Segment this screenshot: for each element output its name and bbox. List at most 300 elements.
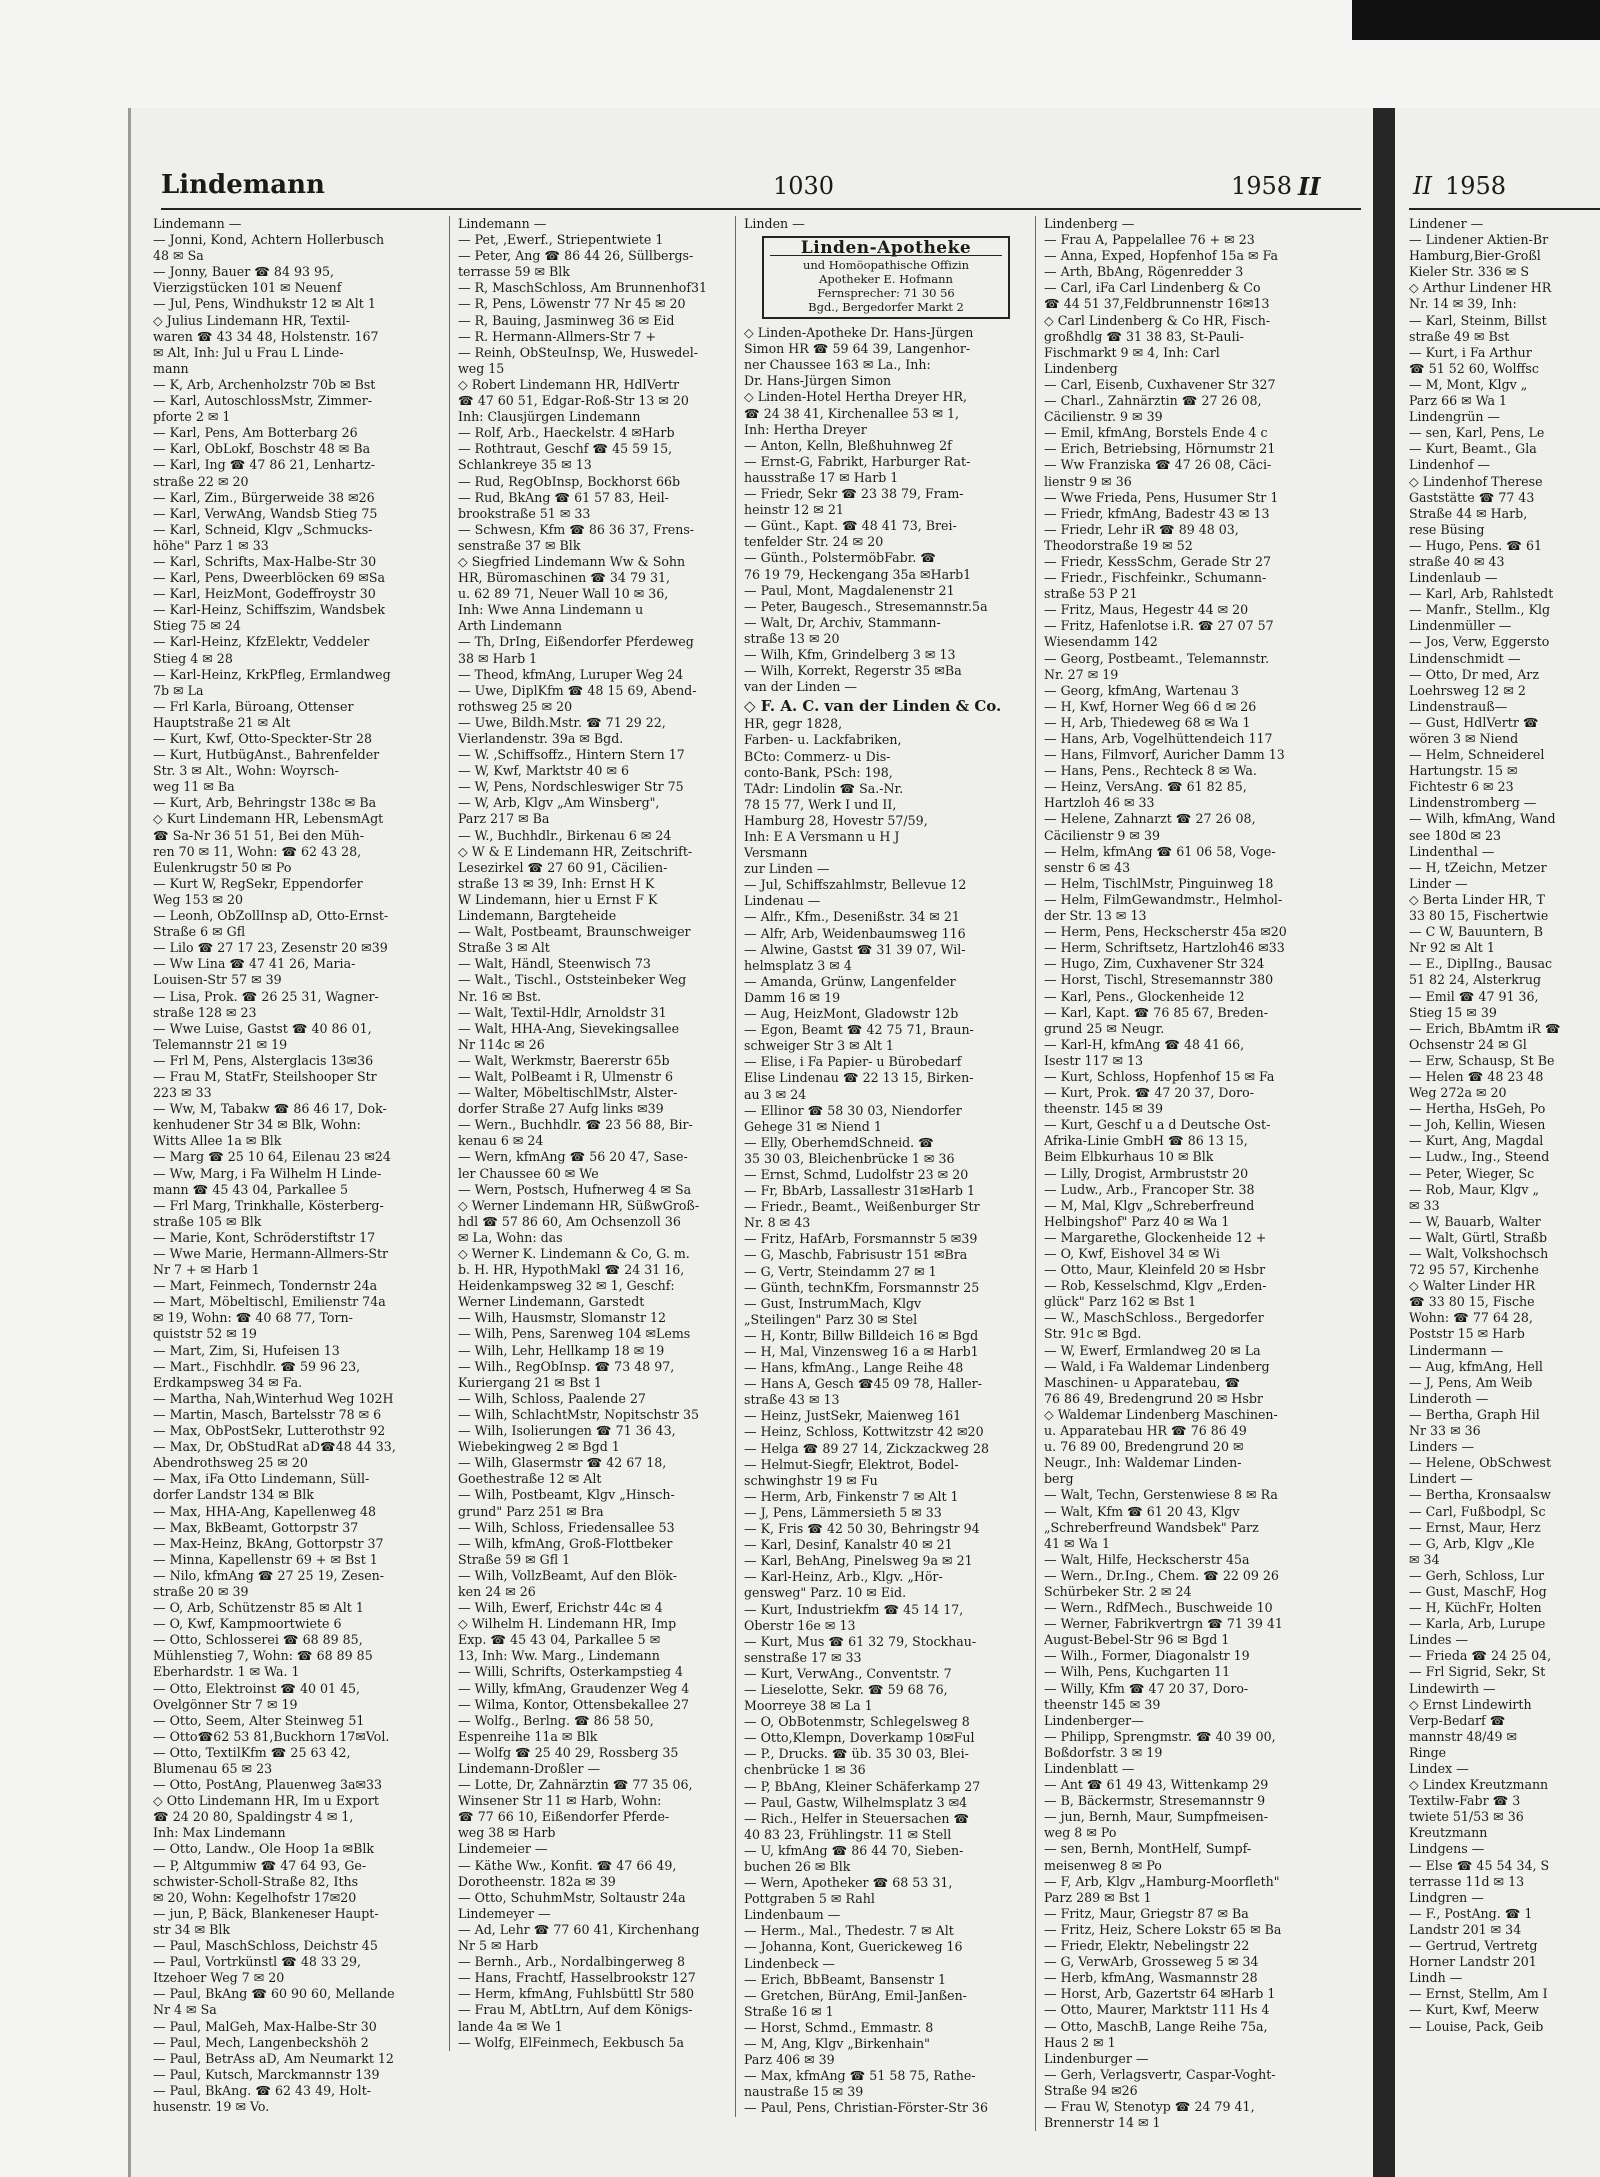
directory-entry: — Paul, BetrAss aD, Am Neumarkt 12	[153, 2050, 394, 2066]
directory-entry: dorfer Straße 27 Aufg links ✉39	[458, 1101, 664, 1117]
directory-entry: — Hans, Arb, Vogelhüttendeich 117	[1044, 731, 1273, 746]
directory-entry: — Otto, PostAng, Plauenweg 3a✉33	[153, 1777, 383, 1793]
directory-entry: — J, Pens, Am Weib	[1409, 1374, 1533, 1390]
directory-entry: pforte 2 ✉ 1	[153, 409, 231, 425]
directory-entry: — Wern, kfmAng ☎ 56 20 47, Sase-	[458, 1149, 688, 1165]
directory-entry: Goethestraße 12 ✉ Alt	[458, 1471, 602, 1487]
directory-entry: Straße 16 ✉ 1	[744, 2003, 834, 2019]
directory-entry: Heidenkampsweg 32 ✉ 1, Geschf:	[458, 1278, 675, 1294]
directory-entry: — Heinz, Schloss, Kottwitzstr 42 ✉20	[744, 1424, 984, 1440]
directory-entry: ◇ Linden-Hotel Hertha Dreyer HR,	[744, 389, 967, 405]
directory-entry: — Max, HHA-Ang, Kapellenweg 48	[153, 1503, 377, 1519]
directory-entry: — W, Arb, Klgv „Am Winsberg",	[458, 795, 660, 811]
directory-entry: Straße 3 ✉ Alt	[458, 940, 550, 956]
directory-entry: — Paul, BkAng. ☎ 62 43 49, Holt-	[153, 2082, 372, 2098]
directory-entry: naustraße 15 ✉ 39	[744, 2084, 864, 2100]
directory-entry: — M, Ang, Klgv „Birkenhain"	[744, 2036, 930, 2052]
directory-entry: Mühlenstieg 7, Wohn: ☎ 68 89 85	[153, 1648, 373, 1664]
directory-entry: — O, Kwf, Eishovel 34 ✉ Wi	[1044, 1246, 1220, 1261]
directory-entry: — Karl, Pens, Am Botterbarg 26	[153, 425, 358, 441]
directory-entry: — Jonni, Kond, Achtern Hollerbusch	[153, 232, 385, 248]
directory-entry: — Wilh, Korrekt, Regerstr 35 ✉Ba	[744, 663, 962, 679]
directory-entry: Lindenstromberg —	[1409, 795, 1537, 811]
directory-entry: — Walt, PolBeamt i R, Ulmenstr 6	[458, 1068, 674, 1084]
directory-entry: — Friedr, Elektr, Nebelingstr 22	[1044, 1938, 1250, 1954]
directory-entry: — Wern., Dr.Ing., Chem. ☎ 22 09 26	[1044, 1567, 1279, 1583]
directory-entry: — H, Kwf, Horner Weg 66 d ✉ 26	[1044, 698, 1257, 714]
right-running-head-year: 1958	[1445, 172, 1507, 200]
directory-entry: Lindengrün —	[1409, 409, 1501, 425]
directory-entry: — H, Arb, Thiedeweg 68 ✉ Wa 1	[1044, 714, 1251, 730]
directory-entry: — Horst, Schmd., Emmastr. 8	[744, 2019, 934, 2035]
directory-entry: — Karl, HeizMont, Godeffroystr 30	[153, 586, 376, 602]
directory-entry: straße 43 ✉ 13	[744, 1392, 840, 1408]
directory-entry: — W, Ewerf, Ermlandweg 20 ✉ La	[1044, 1342, 1261, 1358]
directory-entry: — Willy, kfmAng, Graudenzer Weg 4	[458, 1680, 690, 1696]
directory-entry: — Kurt, Prok. ☎ 47 20 37, Doro-	[1044, 1085, 1254, 1101]
directory-entry: — Gerh, Schloss, Lur	[1409, 1567, 1545, 1583]
directory-entry: ◇ Otto Lindemann HR, Im u Export	[153, 1793, 379, 1809]
directory-entry: Lindenau —	[744, 893, 821, 909]
directory-entry: Itzehoer Weg 7 ✉ 20	[153, 1970, 285, 1986]
directory-entry: — Erich, BbBeamt, Bansenstr 1	[744, 1971, 947, 1987]
directory-entry: — K, Arb, Archenholzstr 70b ✉ Bst	[153, 376, 376, 392]
directory-entry: — Hans, Pens., Rechteck 8 ✉ Wa.	[1044, 763, 1257, 779]
directory-entry: Inh: Clausjürgen Lindemann	[458, 409, 641, 425]
directory-entry: Beim Elbkurhaus 10 ✉ Blk	[1044, 1149, 1214, 1165]
directory-entry: großhdlg ☎ 31 38 83, St-Pauli-	[1044, 328, 1244, 344]
directory-entry: Parz 406 ✉ 39	[744, 2052, 835, 2068]
directory-entry: Stieg 4 ✉ 28	[153, 650, 233, 666]
directory-entry: gensweg" Parz. 10 ✉ Eid.	[744, 1585, 907, 1601]
directory-entry: Straße 44 ✉ Harb,	[1409, 505, 1528, 521]
directory-entry: — Max, Dr, ObStudRat aD☎48 44 33,	[153, 1439, 396, 1455]
directory-entry: terrasse 59 ✉ Blk	[458, 264, 570, 280]
directory-entry: ◇ Ernst Lindewirth	[1409, 1696, 1532, 1712]
directory-entry: — Wern, Postsch, Hufnerweg 4 ✉ Sa	[458, 1181, 692, 1197]
directory-entry: — Wilh, Hausmstr, Slomanstr 12	[458, 1310, 667, 1326]
directory-entry: dorfer Landstr 134 ✉ Blk	[153, 1487, 314, 1503]
directory-entry: Dr. Hans-Jürgen Simon	[744, 373, 892, 389]
directory-entry: — Ww, Marg, i Fa Wilhelm H Linde-	[153, 1165, 382, 1181]
directory-entry: — G, Maschb, Fabrisustr 151 ✉Bra	[744, 1247, 968, 1263]
directory-entry: — Walt., Tischl., Oststeinbeker Weg	[458, 972, 687, 988]
directory-entry: u. 76 89 00, Bredengrund 20 ✉	[1044, 1439, 1244, 1455]
directory-entry: terrasse 11d ✉ 13	[1409, 1873, 1525, 1889]
directory-entry: — Hans A, Gesch ☎45 09 78, Haller-	[744, 1376, 982, 1392]
directory-entry: — Ellinor ☎ 58 30 03, Niendorfer	[744, 1102, 962, 1118]
directory-entry: — Frau W, Stenotyp ☎ 24 79 41,	[1044, 2098, 1255, 2114]
directory-entry: senstraße 37 ✉ Blk	[458, 537, 581, 553]
directory-entry: — Rud, BkAng ☎ 61 57 83, Heil-	[458, 489, 669, 505]
directory-entry: — Helm, Schneiderel	[1409, 747, 1545, 763]
directory-entry: — Hans, kfmAng., Lange Reihe 48	[744, 1360, 964, 1376]
directory-entry: Lindemann, Bargteheide	[458, 908, 617, 924]
directory-entry: — Schwesn, Kfm ☎ 86 36 37, Frens-	[458, 521, 695, 537]
directory-entry: Nr. 27 ✉ 19	[1044, 666, 1119, 682]
directory-entry: — Helga ☎ 89 27 14, Zickzackweg 28	[744, 1440, 990, 1456]
directory-entry: Lindemann —	[153, 216, 242, 231]
directory-entry: Witts Allee 1a ✉ Blk	[153, 1133, 282, 1149]
directory-entry: Kuriergang 21 ✉ Bst 1	[458, 1374, 602, 1390]
directory-entry: quiststr 52 ✉ 19	[153, 1326, 257, 1342]
directory-entry: Schlankreye 35 ✉ 13	[458, 457, 592, 473]
directory-entry: ☎ Sa-Nr 36 51 51, Bei den Müh-	[153, 827, 364, 843]
directory-entry: — Paul, Pens, Christian-Förster-Str 36	[744, 2100, 988, 2116]
directory-entry: — Rud, RegObInsp, Bockhorst 66b	[458, 473, 681, 489]
directory-entry: — Otto,Klempn, Doverkamp 10✉Ful	[744, 1730, 975, 1746]
directory-entry: Linder —	[1409, 875, 1468, 891]
directory-entry: ◇ Lindex Kreutzmann	[1409, 1777, 1549, 1793]
directory-entry: — Frieda ☎ 24 25 04,	[1409, 1648, 1552, 1664]
directory-entry: Weg 272a ✉ 20	[1409, 1085, 1507, 1101]
directory-entry: au 3 ✉ 24	[744, 1086, 807, 1102]
directory-entry: — Walt, Hilfe, Heckscherstr 45a	[1044, 1551, 1250, 1567]
directory-entry: ken 24 ✉ 26	[458, 1583, 536, 1599]
directory-entry: — Friedr, KessSchm, Gerade Str 27	[1044, 553, 1272, 569]
directory-entry: „Schreberfreund Wandsbek" Parz	[1044, 1519, 1259, 1535]
directory-entry: Nr 92 ✉ Alt 1	[1409, 940, 1495, 956]
directory-entry: — Otto, TextilKfm ☎ 25 63 42,	[153, 1744, 351, 1760]
directory-entry: straße 22 ✉ 20	[153, 473, 249, 489]
directory-entry: — Erich, BbAmtm iR ☎	[1409, 1020, 1561, 1036]
directory-entry: — Fritz, Maus, Hegestr 44 ✉ 20	[1044, 602, 1249, 618]
directory-entry: Textilw-Fabr ☎ 3	[1409, 1793, 1521, 1809]
directory-entry: — O, Arb, Schützenstr 85 ✉ Alt 1	[153, 1600, 364, 1616]
directory-entry: zur Linden —	[744, 861, 830, 877]
scan-edge	[1352, 0, 1600, 40]
directory-entry: — Helene, ObSchwest	[1409, 1455, 1552, 1471]
directory-entry: — Alfr., Kfm., Desenißstr. 34 ✉ 21	[744, 909, 960, 925]
directory-entry: — Lilo ☎ 27 17 23, Zesenstr 20 ✉39	[153, 940, 388, 956]
directory-entry: — K, Fris ☎ 42 50 30, Behringstr 94	[744, 1521, 980, 1537]
directory-entry: ren 70 ✉ 11, Wohn: ☎ 62 43 28,	[153, 843, 362, 859]
directory-entry: — Georg, kfmAng, Wartenau 3	[1044, 682, 1239, 698]
directory-column-4	[1035, 216, 1344, 2131]
directory-entry: straße 128 ✉ 23	[153, 1004, 257, 1020]
directory-entry: — Peter, Baugesch., Stresemannstr.5a	[744, 598, 988, 614]
directory-entry: — G, Vertr, Steindamm 27 ✉ 1	[744, 1263, 937, 1279]
directory-entry: — Wolfg., Berlng. ☎ 86 58 50,	[458, 1712, 654, 1728]
directory-entry: — Gust, HdlVertr ☎	[1409, 714, 1539, 730]
directory-entry: der Str. 13 ✉ 13	[1044, 908, 1147, 924]
directory-entry: — Frl M, Pens, Alsterglacis 13✉36	[153, 1052, 374, 1068]
directory-entry: Elise Lindenau ☎ 22 13 15, Birken-	[744, 1070, 974, 1086]
directory-entry: — Fr, BbArb, Lassallestr 31✉Harb 1	[744, 1183, 976, 1199]
directory-entry: Wiebekingweg 2 ✉ Bgd 1	[458, 1439, 620, 1455]
directory-entry: — G, VerwArb, Grosseweg 5 ✉ 34	[1044, 1954, 1259, 1970]
directory-entry: Lindex —	[1409, 1761, 1469, 1776]
apotheke-line3: Fernsprecher: 71 30 56	[817, 286, 955, 301]
directory-entry: Poststr 15 ✉ Harb	[1409, 1326, 1525, 1342]
directory-entry: Lindenbeck —	[744, 1955, 835, 1971]
directory-entry: — Rob, Kesselschmd, Klgv „Erden-	[1044, 1278, 1267, 1294]
directory-entry: ☎ 44 51 37,Feldbrunnenstr 16✉13	[1044, 296, 1270, 312]
directory-entry: — Walt, Dr, Archiv, Stammann-	[744, 614, 941, 630]
directory-entry: — Otto, Maurer, Marktstr 111 Hs 4	[1044, 2002, 1270, 2018]
directory-entry: Lindenthal —	[1409, 843, 1495, 859]
apotheke-line4: Bgd., Bergedorfer Markt 2	[808, 300, 964, 315]
directory-entry: — Lotte, Dr, Zahnärztin ☎ 77 35 06,	[458, 1777, 693, 1793]
directory-entry: — Kurt, Arb, Behringstr 138c ✉ Ba	[153, 795, 377, 811]
directory-entry: — Anna, Exped, Hopfenhof 15a ✉ Fa	[1044, 248, 1278, 264]
directory-entry: 13, Inh: Ww. Marg., Lindemann	[458, 1648, 660, 1664]
directory-entry: — Amanda, Grünw, Langenfelder	[744, 973, 956, 989]
directory-entry: — Elise, i Fa Papier- u Bürobedarf	[744, 1054, 962, 1070]
directory-entry: — Aug, kfmAng, Hell	[1409, 1358, 1543, 1374]
directory-entry: — O, ObBotenmstr, Schlegelsweg 8	[744, 1714, 970, 1730]
directory-entry: Isestr 117 ✉ 13	[1044, 1052, 1144, 1068]
directory-entry: Fichtestr 6 ✉ 23	[1409, 779, 1514, 795]
directory-entry: Nr 114c ✉ 26	[458, 1036, 545, 1052]
directory-entry: — Martin, Masch, Bartelsstr 78 ✉ 6	[153, 1406, 382, 1422]
directory-entry: — Helene, Zahnarzt ☎ 27 26 08,	[1044, 811, 1256, 827]
directory-entry: — Frl Karla, Büroang, Ottenser	[153, 698, 354, 714]
directory-entry: — Louise, Pack, Geib	[1409, 2018, 1544, 2034]
directory-entry: Parz 289 ✉ Bst 1	[1044, 1889, 1152, 1905]
directory-entry: 40 83 23, Frühlingstr. 11 ✉ Stell	[744, 1826, 952, 1842]
book-spine	[1373, 108, 1395, 2177]
directory-entry: hdl ☎ 57 86 60, Am Ochsenzoll 36	[458, 1213, 681, 1229]
apotheke-line1: und Homöopathische Offizin	[802, 258, 970, 273]
directory-entry: — Wilh, Lehr, Hellkamp 18 ✉ 19	[458, 1342, 665, 1358]
directory-entry: — Bernh., Arb., Nordalbingerweg 8	[458, 1954, 686, 1970]
directory-entry: — W., MaschSchloss., Bergedorfer	[1044, 1310, 1264, 1326]
directory-entry: — Karl, Ing ☎ 47 86 21, Lenhartz-	[153, 457, 376, 473]
directory-entry: ◇ Siegfried Lindemann Ww & Sohn	[458, 553, 686, 569]
directory-entry: — H, Mal, Vinzensweg 16 a ✉ Harb1	[744, 1344, 979, 1359]
directory-entry: — Wilh., RegObInsp. ☎ 73 48 97,	[458, 1358, 675, 1374]
directory-entry: — Aug, HeizMont, Gladowstr 12b	[744, 1006, 959, 1022]
directory-entry: ◇ Wilhelm H. Lindemann HR, Imp	[458, 1616, 677, 1632]
directory-entry: — Wolfg, ElFeinmech, Eekbusch 5a	[458, 2034, 685, 2050]
directory-entry: — W, Pens, Nordschleswiger Str 75	[458, 779, 684, 795]
directory-entry: — P., Drucks. ☎ üb. 35 30 03, Blei-	[744, 1746, 969, 1762]
directory-entry: — Frau M, StatFr, Steilshooper Str	[153, 1068, 377, 1084]
directory-page-right	[1395, 108, 1600, 2177]
directory-entry: Hamburg,Bier-Großl	[1409, 248, 1541, 264]
directory-entry: tenfelder Str. 24 ✉ 20	[744, 534, 884, 550]
directory-entry: — Manfr., Stellm., Klg	[1409, 602, 1551, 618]
directory-entry: Schürbeker Str. 2 ✉ 24	[1044, 1583, 1192, 1599]
directory-entry: Winsener Str 11 ✉ Harb, Wohn:	[458, 1793, 662, 1809]
directory-entry: — Lieselotte, Sekr. ☎ 59 68 76,	[744, 1681, 948, 1697]
directory-entry: straße 20 ✉ 39	[153, 1583, 249, 1599]
directory-entry: — Paul, Kutsch, Marckmannstr 139	[153, 2066, 380, 2082]
directory-entry: Lindener —	[1409, 216, 1484, 231]
directory-entry: — Erw, Schausp, St Be	[1409, 1052, 1555, 1068]
directory-entry: — sen, Karl, Pens, Le	[1409, 425, 1545, 441]
directory-entry: Espenreihe 11a ✉ Blk	[458, 1728, 598, 1744]
directory-entry: Lindgren —	[1409, 1889, 1484, 1905]
directory-entry: Kreutzmann	[1409, 1825, 1488, 1841]
directory-entry: — jun, P, Bäck, Blankeneser Haupt-	[153, 1905, 379, 1921]
directory-entry: buchen 26 ✉ Blk	[744, 1859, 851, 1874]
directory-entry: — Bertha, Graph Hil	[1409, 1406, 1540, 1422]
directory-entry: ler Chaussee 60 ✉ We	[458, 1165, 599, 1181]
directory-entry: — Kurt, HutbügAnst., Bahrenfelder	[153, 747, 380, 763]
directory-entry: — Friedr., Beamt., Weißenburger Str	[744, 1199, 980, 1215]
directory-entry: — P, BbAng, Kleiner Schäferkamp 27	[744, 1778, 981, 1794]
directory-entry: — Heinz, VersAng. ☎ 61 82 85,	[1044, 779, 1247, 795]
directory-column-2	[449, 216, 728, 2051]
directory-entry: — Egon, Beamt ☎ 42 75 71, Braun-	[744, 1022, 974, 1038]
directory-entry: ☎ 51 52 60, Wolffsc	[1409, 360, 1539, 376]
directory-entry: — H, KüchFr, Holten	[1409, 1600, 1542, 1616]
directory-entry: u. 62 89 71, Neuer Wall 10 ✉ 36,	[458, 586, 669, 602]
directory-entry: — Lilly, Drogist, Armbruststr 20	[1044, 1165, 1249, 1181]
directory-entry: — Hugo, Zim, Cuxhavener Str 324	[1044, 956, 1265, 972]
directory-entry: — Günt., Kapt. ☎ 48 41 73, Brei-	[744, 518, 957, 534]
directory-entry: BCto: Commerz- u Dis-	[744, 748, 891, 764]
directory-entry: — Karl, VerwAng, Wandsb Stieg 75	[153, 505, 378, 521]
directory-entry: straße 53 P 21	[1044, 586, 1138, 602]
directory-entry: weg 38 ✉ Harb	[458, 1825, 556, 1841]
directory-entry: mannstr 48/49 ✉	[1409, 1728, 1518, 1744]
directory-entry: — Karl-H, kfmAng ☎ 48 41 66,	[1044, 1036, 1245, 1052]
directory-entry: — Günth., PolstermöbFabr. ☎	[744, 550, 936, 566]
directory-entry: — Karl, Steinm, Billst	[1409, 312, 1547, 328]
directory-entry: — Rolf, Arb., Haeckelstr. 4 ✉Harb	[458, 425, 675, 441]
directory-entry: — Gretchen, BürAng, Emil-Janßen-	[744, 1987, 967, 2003]
directory-page-left	[128, 108, 1376, 2177]
directory-entry: Inh: Max Lindemann	[153, 1825, 286, 1841]
directory-entry: Gehege 31 ✉ Niend 1	[744, 1118, 882, 1134]
directory-entry: — Frau M, AbtLtrn, Auf dem Königs-	[458, 2002, 693, 2018]
directory-entry: — Gertrud, Vertretg	[1409, 1938, 1538, 1954]
directory-entry: ◇ W & E Lindemann HR, Zeitschrift-	[458, 843, 693, 859]
directory-entry: Brennerstr 14 ✉ 1	[1044, 2115, 1161, 2131]
directory-entry: — Paul, Vortrkünstl ☎ 48 33 29,	[153, 1954, 361, 1970]
directory-entry: Lindenmüller —	[1409, 618, 1512, 634]
directory-entry: — Paul, Gastw, Wilhelmsplatz 3 ✉4	[744, 1794, 968, 1810]
directory-entry: ☎ 47 60 51, Edgar-Roß-Str 13 ✉ 20	[458, 393, 689, 409]
directory-entry: — Hans, Frachtf, Hasselbrookstr 127	[458, 1970, 696, 1986]
directory-entry: ◇ Lindenhof Therese	[1409, 473, 1543, 489]
directory-entry: chenbrücke 1 ✉ 36	[744, 1762, 866, 1778]
directory-entry: Linderoth —	[1409, 1390, 1489, 1406]
directory-entry: see 180d ✉ 23	[1409, 827, 1502, 843]
directory-entry: — Wilma, Kontor, Ottensbekallee 27	[458, 1696, 689, 1712]
directory-entry: ◇ Robert Lindemann HR, HdlVertr	[458, 376, 680, 392]
directory-entry: schwinghstr 19 ✉ Fu	[744, 1472, 878, 1488]
directory-entry: schwister-Scholl-Straße 82, Iths	[153, 1873, 359, 1889]
directory-entry: Dorotheenstr. 182a ✉ 39	[458, 1873, 616, 1889]
directory-entry: senstr 6 ✉ 43	[1044, 859, 1131, 875]
directory-entry: helmsplatz 3 ✉ 4	[744, 957, 852, 973]
directory-entry: — Kurt, Schloss, Hopfenhof 15 ✉ Fa	[1044, 1068, 1275, 1084]
directory-entry: Vierlandenstr. 39a ✉ Bgd.	[458, 731, 624, 746]
directory-entry: — Max, kfmAng ☎ 51 58 75, Rathe-	[744, 2068, 976, 2084]
directory-entry: Maschinen- u Apparatebau, ☎	[1044, 1374, 1241, 1390]
directory-entry: — Jul, Schiffszahlmstr, Bellevue 12	[744, 877, 967, 893]
directory-entry: — Margarethe, Glockenheide 12 +	[1044, 1229, 1267, 1245]
directory-entry: Nr 4 ✉ Sa	[153, 2002, 217, 2018]
directory-entry: Cäcilienstr 9 ✉ 39	[1044, 827, 1160, 843]
directory-entry: — Käthe Ww., Konfit. ☎ 47 66 49,	[458, 1857, 677, 1873]
directory-entry: b. H. HR, HypothMakl ☎ 24 31 16,	[458, 1262, 685, 1278]
directory-entry: van der Linden —	[744, 679, 857, 695]
directory-entry: — Friedr., Fischfeinkr., Schumann-	[1044, 570, 1267, 586]
directory-entry: — P, Altgummiw ☎ 47 64 93, Ge-	[153, 1857, 367, 1873]
directory-entry: Lindewirth —	[1409, 1680, 1496, 1696]
directory-entry: Hartungstr. 15 ✉	[1409, 763, 1518, 779]
directory-entry: August-Bebel-Str 96 ✉ Bgd 1	[1044, 1632, 1230, 1648]
directory-entry: — Karla, Arb, Lurupe	[1409, 1616, 1546, 1632]
directory-entry: — Paul, Mech, Langenbeckshöh 2	[153, 2034, 369, 2050]
running-head-name: Lindemann	[161, 170, 325, 200]
directory-entry: — Paul, BkAng ☎ 60 90 60, Mellande	[153, 1986, 395, 2002]
directory-entry: Nr 7 + ✉ Harb 1	[153, 1262, 260, 1278]
directory-entry: ☎ 33 80 15, Fische	[1409, 1294, 1535, 1310]
directory-entry: — Walt, Volkshochsch	[1409, 1246, 1549, 1261]
directory-entry: Neugr., Inh: Waldemar Linden-	[1044, 1455, 1242, 1471]
directory-entry: Farben- u. Lackfabriken,	[744, 732, 902, 748]
directory-entry: — Willy, Kfm ☎ 47 20 37, Doro-	[1044, 1680, 1249, 1696]
directory-entry: — jun, Bernh, Maur, Sumpfmeisen-	[1044, 1809, 1268, 1825]
directory-entry: Lindenberg	[1044, 360, 1118, 376]
directory-entry: Telemannstr 21 ✉ 19	[153, 1036, 288, 1052]
directory-entry: mann ☎ 45 43 04, Parkallee 5	[153, 1181, 349, 1197]
directory-entry: — F, Arb, Klgv „Hamburg-Moorfleth"	[1044, 1873, 1280, 1889]
directory-entry: ✉ 33	[1409, 1197, 1440, 1213]
directory-entry: Wiesendamm 142	[1044, 634, 1158, 650]
directory-entry: — Ernst, Schmd, Ludolfstr 23 ✉ 20	[744, 1166, 969, 1182]
directory-entry: ◇ Werner Lindemann HR, SüßwGroß-	[458, 1197, 700, 1213]
directory-entry: Lindgens —	[1409, 1841, 1485, 1857]
directory-entry: Inh: Wwe Anna Lindemann u	[458, 602, 644, 618]
directory-entry: — Wilh, SchlachtMstr, Nopitschstr 35	[458, 1406, 700, 1422]
directory-entry: — Walt, Techn, Gerstenwiese 8 ✉ Ra	[1044, 1487, 1278, 1503]
directory-entry: — M, Mal, Klgv „Schreberfreund	[1044, 1197, 1255, 1213]
directory-entry: — Wald, i Fa Waldemar Lindenberg	[1044, 1358, 1270, 1374]
directory-entry: — Johanna, Kont, Guerickeweg 16	[744, 1939, 963, 1955]
directory-entry: — Wilh, Schloss, Paalende 27	[458, 1390, 646, 1406]
directory-entry: — Helm, TischlMstr, Pinguinweg 18	[1044, 875, 1274, 891]
directory-entry: — Uwe, Bildh.Mstr. ☎ 71 29 22,	[458, 714, 666, 730]
directory-entry: ◇ Kurt Lindemann HR, LebensmAgt	[153, 811, 384, 827]
directory-entry: — Rob, Maur, Klgv „	[1409, 1181, 1540, 1197]
directory-entry: Inh: Hertha Dreyer	[744, 421, 867, 437]
directory-entry: — Karl, Zim., Bürgerweide 38 ✉26	[153, 489, 375, 505]
directory-entry: — H, Kontr, Billw Billdeich 16 ✉ Bgd	[744, 1327, 979, 1343]
running-head-volume: II	[1298, 172, 1321, 201]
directory-entry: — J, Pens, Lämmersieth 5 ✉ 33	[744, 1504, 942, 1520]
directory-entry: — Karl, Desinf, Kanalstr 40 ✉ 21	[744, 1537, 953, 1553]
directory-entry: — Herm, kfmAng, Fuhlsbüttl Str 580	[458, 1986, 695, 2002]
directory-entry: straße 49 ✉ Bst	[1409, 328, 1510, 344]
directory-entry: — Kurt, Kwf, Otto-Speckter-Str 28	[153, 731, 372, 746]
directory-entry: senstraße 17 ✉ 33	[744, 1649, 862, 1665]
directory-entry: husenstr. 19 ✉ Vo.	[153, 2098, 270, 2114]
directory-entry: kenau 6 ✉ 24	[458, 1133, 544, 1149]
directory-entry: Horner Landstr 201	[1409, 1954, 1537, 1970]
directory-entry: Lindenberger—	[1044, 1712, 1144, 1728]
directory-entry: wören 3 ✉ Niend	[1409, 731, 1519, 746]
directory-entry: — Kurt, Mus ☎ 61 32 79, Stockhau-	[744, 1633, 977, 1649]
directory-entry: — Horst, Tischl, Stresemannstr 380	[1044, 972, 1274, 988]
directory-entry: 51 82 24, Alsterkrug	[1409, 972, 1542, 988]
directory-entry: Lindenberg —	[1044, 216, 1135, 231]
directory-entry: Lindenblatt —	[1044, 1761, 1135, 1776]
directory-entry: W Lindemann, hier u Ernst F K	[458, 891, 658, 907]
directory-entry: — Wilh, kfmAng, Groß-Flottbeker	[458, 1535, 673, 1551]
directory-entry: — Pet, ‚Ewerf., Striepentwiete 1	[458, 232, 664, 248]
directory-entry: u. Apparatebau HR ☎ 76 86 49	[1044, 1423, 1247, 1439]
directory-entry: Lindenstrauß—	[1409, 698, 1508, 714]
directory-entry: 78 15 77, Werk I und II,	[744, 796, 897, 812]
directory-entry: — R, MaschSchloss, Am Brunnenhof31	[458, 280, 708, 296]
